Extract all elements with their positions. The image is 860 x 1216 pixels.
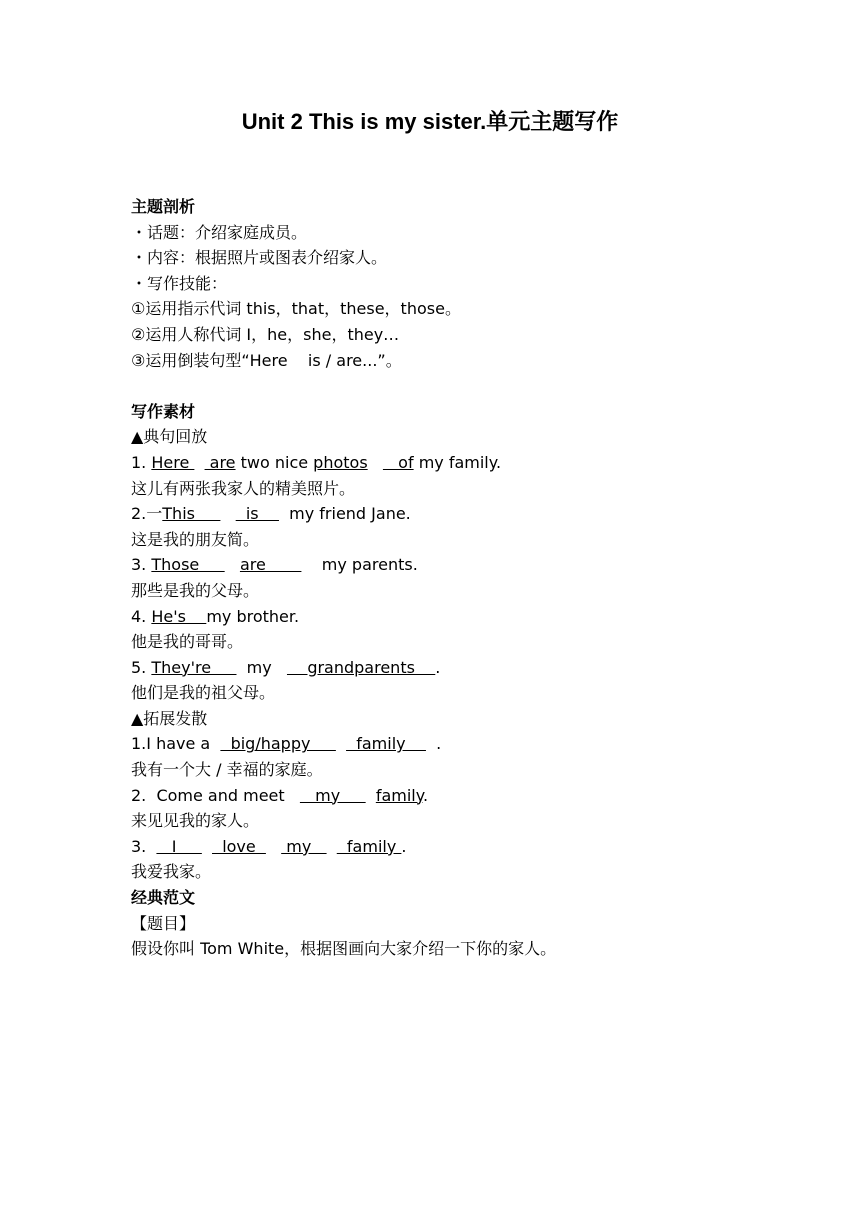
filled-blank: big/happy <box>220 734 336 754</box>
filled-blank: They're <box>151 657 237 677</box>
section-heading-model: 经典范文 <box>131 888 196 908</box>
sentence-text: . <box>422 785 429 805</box>
filled-blank: my <box>299 785 366 805</box>
filled-blank: This <box>162 504 221 524</box>
sentence-text <box>225 555 240 574</box>
sentence-translation: 我爱我家。 <box>131 862 212 882</box>
filled-blank: are <box>239 555 302 575</box>
sentence-line <box>131 834 771 860</box>
sentence-translation: 我有一个大 / 幸福的家庭。 <box>131 760 323 780</box>
sentence-text: my friend Jane. <box>278 504 411 524</box>
section-heading-materials: 写作素材 <box>131 401 196 421</box>
sentence-text: . <box>425 734 442 754</box>
sentence-text <box>194 453 204 472</box>
filled-blank: I <box>156 836 202 856</box>
analysis-item: ②运用人称代词 I，he，she，they… <box>131 324 400 344</box>
topic-prompt: 假设你叫 Tom White，根据图画向大家介绍一下你的家人。 <box>131 939 557 959</box>
sentence-text: 1. <box>131 452 152 472</box>
sentence-text: two nice <box>235 452 314 472</box>
sentence-line <box>131 552 771 578</box>
sentence-text <box>368 453 383 472</box>
sentence-text: 3. <box>131 555 152 575</box>
sentence-text: 1.I have a <box>131 734 221 754</box>
sentence-text: . <box>435 657 441 677</box>
sentence-line <box>131 655 771 681</box>
filled-blank: my <box>281 836 327 856</box>
sentence-translation: 他是我的哥哥。 <box>131 632 244 652</box>
sentence-translation: 那些是我的父母。 <box>131 580 260 600</box>
topic-label: 【题目】 <box>131 913 196 933</box>
sentence-translation: 这是我的朋友简。 <box>131 529 260 549</box>
sentence-line <box>131 450 771 476</box>
sentence-text <box>336 734 346 753</box>
sentence-text: 4. <box>131 606 152 626</box>
sentence-text: 2. Come and meet <box>131 785 300 805</box>
sentence-text: 2.一 <box>131 504 163 524</box>
blank-line <box>131 373 771 399</box>
subheading-typical: ▲典句回放 <box>131 427 208 447</box>
analysis-item: ・话题：介绍家庭成员。 <box>131 222 308 242</box>
filled-blank: Here <box>151 452 195 472</box>
sentence-translation: 他们是我的祖父母。 <box>131 683 276 703</box>
filled-blank: He's <box>151 606 207 626</box>
filled-blank: of <box>382 452 414 472</box>
sentence-text: 3. <box>131 836 157 856</box>
sentence-translation: 来见见我的家人。 <box>131 811 260 831</box>
analysis-item: ・内容：根据照片或图表介绍家人。 <box>131 248 388 268</box>
filled-blank: love <box>212 836 266 856</box>
analysis-item: ・写作技能： <box>131 273 228 293</box>
sentence-line <box>131 731 771 757</box>
section-heading-analysis: 主题剖析 <box>131 197 196 216</box>
document-body <box>131 194 771 962</box>
filled-blank: are <box>204 452 236 472</box>
filled-blank: photos <box>313 452 368 472</box>
sentence-text <box>266 837 281 856</box>
analysis-item: ①运用指示代词 this，that，these，those。 <box>131 299 461 319</box>
analysis-item: ③运用倒装句型“Here is / are...”。 <box>131 350 402 370</box>
subheading-extended: ▲拓展发散 <box>131 708 208 728</box>
sentence-line <box>131 501 771 527</box>
filled-blank: family <box>336 836 402 856</box>
sentence-text: my brother. <box>206 606 300 626</box>
sentence-text <box>202 837 212 856</box>
sentence-line <box>131 783 771 809</box>
extended-sentences <box>131 731 771 885</box>
filled-blank: Those <box>151 555 225 575</box>
document-title: Unit 2 This is my sister.单元主题写作 <box>241 109 619 134</box>
sentence-text: . <box>401 836 407 856</box>
filled-blank: family <box>346 734 426 754</box>
filled-blank: family <box>375 785 423 805</box>
sentence-text <box>327 837 337 856</box>
sentence-text: 5. <box>131 657 152 677</box>
sentence-text <box>220 504 235 523</box>
sentence-text: my family. <box>413 452 502 472</box>
sentence-text <box>366 786 376 805</box>
filled-blank: grandparents <box>286 657 436 677</box>
typical-sentences <box>131 450 771 706</box>
sentence-translation: 这儿有两张我家人的精美照片。 <box>131 478 356 498</box>
sentence-text: my parents. <box>301 555 418 575</box>
sentence-line <box>131 604 771 630</box>
sentence-text: my <box>236 657 287 677</box>
filled-blank: is <box>235 504 279 524</box>
